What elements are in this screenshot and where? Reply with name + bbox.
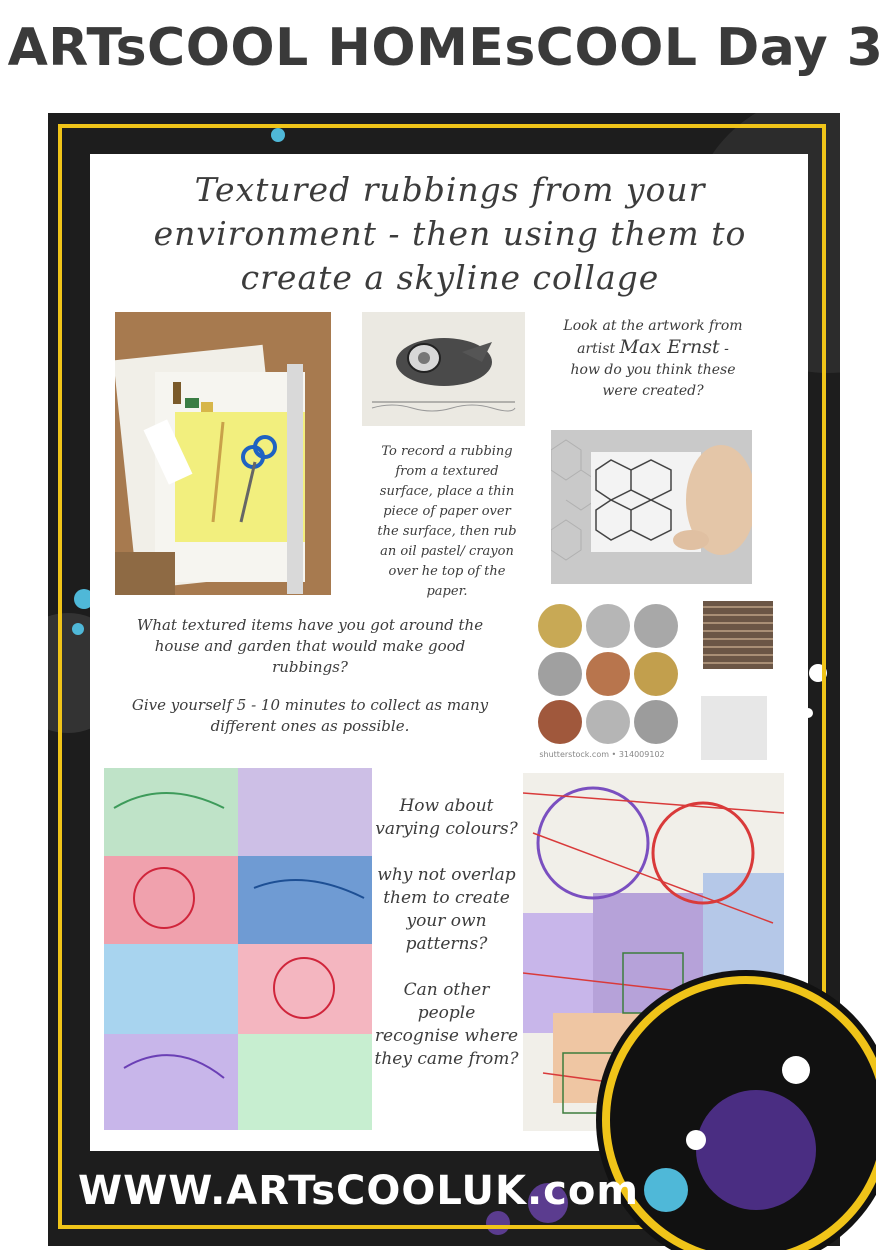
footer-url[interactable]: WWW.ARTsCOOLUK.com — [78, 1168, 640, 1214]
materials-photo — [115, 312, 331, 595]
rubbing-instructions: To record a rubbing from a textured surface, place a thin piece of paper over the surface, then rub an oil pastel/ crayon over he top of the paper. — [377, 444, 517, 599]
artist-name: Max Ernst — [619, 336, 720, 358]
ernst-prompt-artist-prefix: artist — [577, 341, 620, 357]
ernst-prompt-line: were created? — [602, 383, 704, 399]
ernst-prompt-line: how do you think these — [570, 362, 736, 378]
max-ernst-artwork — [362, 312, 525, 426]
ernst-prompt-artist-line — [548, 337, 758, 360]
colour-question-2: why not overlap them to create your own patterns? — [377, 865, 516, 954]
colour-question-1: How about varying colours? — [375, 796, 518, 839]
coins-credit: shutterstock.com • 314009102 — [539, 750, 665, 759]
ernst-prompt-dash: - — [719, 341, 729, 357]
colour-question-3: Can other people recognise where they came from? — [374, 980, 519, 1069]
textured-question: What textured items have you got around the house and garden that would make good rubbings? — [136, 616, 484, 676]
subtitle: Textured rubbings from your environment - then using them to create a skyline collage — [153, 170, 747, 297]
rubbing-photo — [551, 430, 752, 584]
coins-photo — [532, 600, 690, 760]
coloured-rubbings-photo — [104, 768, 372, 1130]
page-title: ARTsCOOL HOMEsCOOL Day 3 — [7, 18, 884, 78]
woven-texture-swatch — [703, 601, 773, 669]
ernst-prompt-line: Look at the artwork from — [563, 318, 743, 334]
colour-questions — [374, 795, 519, 1071]
plaster-texture-swatch — [701, 696, 767, 760]
ernst-prompt — [548, 316, 758, 402]
time-prompt: Give yourself 5 - 10 minutes to collect as many different ones as possible. — [131, 696, 489, 735]
